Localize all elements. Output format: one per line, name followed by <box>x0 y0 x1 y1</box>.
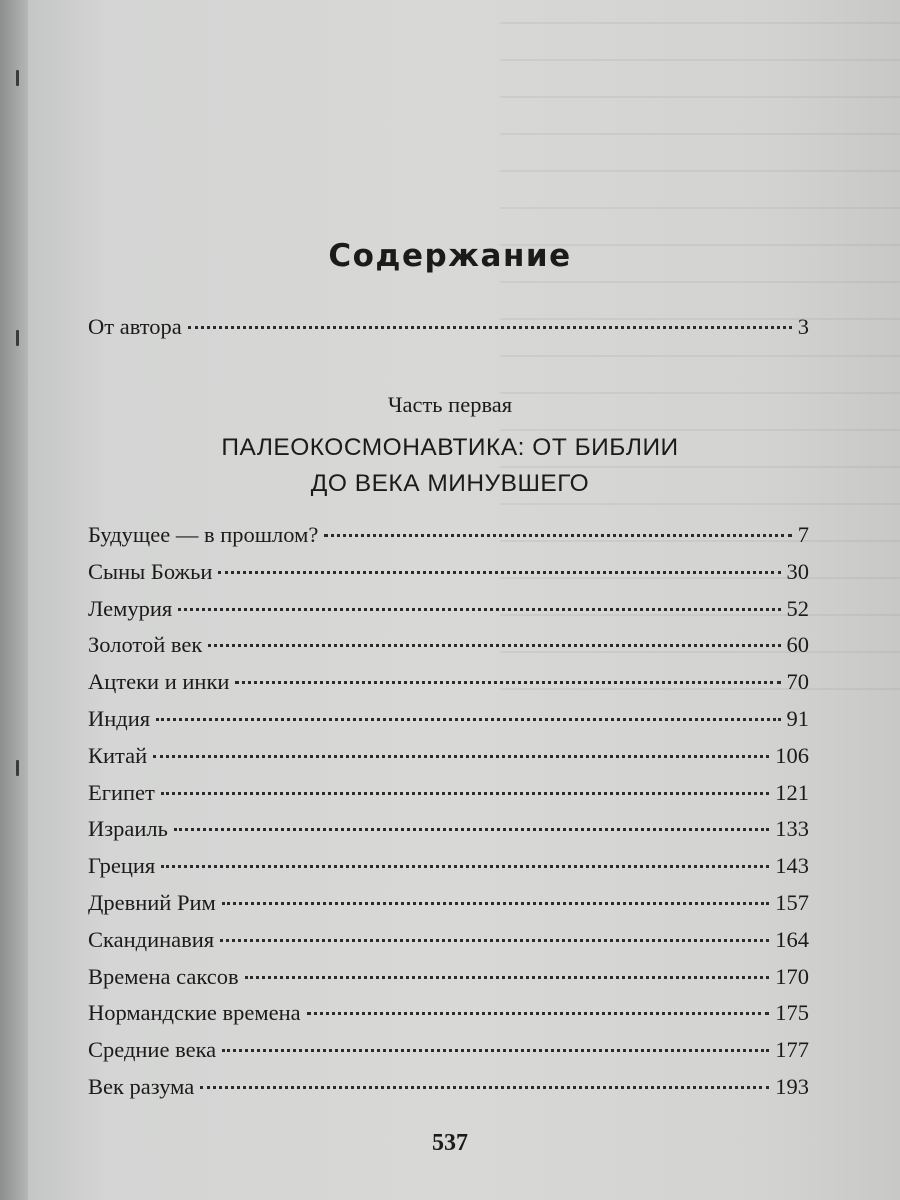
toc-entry <box>88 596 809 630</box>
toc-entry-page: 170 <box>775 963 809 989</box>
toc-entry-label: Золотой век <box>88 632 203 658</box>
dot-leader <box>307 1012 770 1015</box>
part-title-line2: ДО ВЕКА МИНУВШЕГО <box>310 470 590 497</box>
toc-entry <box>88 816 809 850</box>
toc-entry-label: Израиль <box>88 816 168 842</box>
toc-entry-page: 70 <box>786 669 809 695</box>
dot-leader <box>245 976 770 979</box>
toc-entry-page: 143 <box>775 853 809 879</box>
toc-entry-page: 106 <box>775 742 809 768</box>
toc-entry <box>88 780 809 814</box>
book-spine <box>0 0 28 1200</box>
toc-entry-page: 91 <box>786 706 809 731</box>
dot-leader <box>218 571 780 574</box>
dot-leader <box>156 718 780 721</box>
toc-entry-page: 121 <box>775 779 809 805</box>
toc-entry-page: 175 <box>775 1000 809 1026</box>
toc-entry-label: Китай <box>88 742 148 768</box>
dot-leader <box>188 326 792 329</box>
toc-entry <box>88 964 809 998</box>
dot-leader <box>235 681 780 684</box>
dot-leader <box>174 828 769 831</box>
toc-entry-label: Ацтеки и инки <box>88 669 230 695</box>
toc-entry-label: Скандинавия <box>88 926 215 952</box>
toc-entry-label: Египет <box>88 779 155 805</box>
toc-entry-label: Греция <box>88 853 156 879</box>
spine-mark <box>16 760 19 776</box>
toc-entry-page: 177 <box>775 1037 809 1063</box>
toc-entry <box>88 927 809 961</box>
dot-leader <box>200 1086 769 1089</box>
spine-mark <box>16 70 19 86</box>
toc-entry <box>88 559 809 593</box>
toc-entry-page: 164 <box>775 926 809 952</box>
toc-entry <box>88 743 809 777</box>
dot-leader <box>208 644 780 647</box>
toc-entry-label: Век разума <box>88 1074 195 1099</box>
toc-entry-label: Лемурия <box>88 595 173 621</box>
toc-entry <box>88 522 809 556</box>
toc-entry-intro <box>88 314 809 348</box>
toc-entry-label: Будущее — в прошлом? <box>88 522 319 547</box>
toc-entry <box>88 706 809 740</box>
toc-entry-page: 157 <box>775 890 809 915</box>
toc-entry-page: 3 <box>797 314 809 339</box>
toc-entry-label: Сыны Божьи <box>88 558 213 584</box>
dot-leader <box>161 865 769 868</box>
toc-entry <box>88 1000 809 1034</box>
dot-leader <box>222 902 770 905</box>
toc-entry-label: Времена саксов <box>88 963 239 989</box>
dot-leader <box>161 792 769 795</box>
toc-entry-page: 60 <box>786 632 809 658</box>
toc-entry-label: Средние века <box>88 1037 217 1063</box>
toc-entry-label: Индия <box>88 706 151 731</box>
dot-leader <box>324 534 791 537</box>
part-label: Часть первая <box>387 392 513 417</box>
page-title: Содержание <box>328 238 572 274</box>
spine-mark <box>16 330 19 346</box>
dot-leader <box>153 755 769 758</box>
toc-entry <box>88 853 809 887</box>
toc-entry-page: 52 <box>786 595 809 621</box>
toc-entry <box>88 632 809 666</box>
toc-entry-page: 7 <box>797 522 809 547</box>
toc-entry <box>88 1074 809 1108</box>
dot-leader <box>178 608 780 611</box>
toc-entry-label: Древний Рим <box>88 890 216 915</box>
dot-leader <box>220 939 769 942</box>
toc-entry-label: Нормандские времена <box>88 1000 301 1026</box>
toc-entry <box>88 890 809 924</box>
toc-entry <box>88 1037 809 1071</box>
toc-entry-label: От автора <box>88 314 182 339</box>
toc-entry-page: 30 <box>786 558 809 584</box>
toc-entry-page: 193 <box>775 1074 809 1099</box>
toc-entry-page: 133 <box>775 816 809 842</box>
part-title-line1: ПАЛЕОКОСМОНАВТИКА: ОТ БИБЛИИ <box>221 434 679 461</box>
page-number: 537 <box>432 1130 468 1156</box>
toc-entry <box>88 669 809 703</box>
dot-leader <box>222 1049 769 1052</box>
